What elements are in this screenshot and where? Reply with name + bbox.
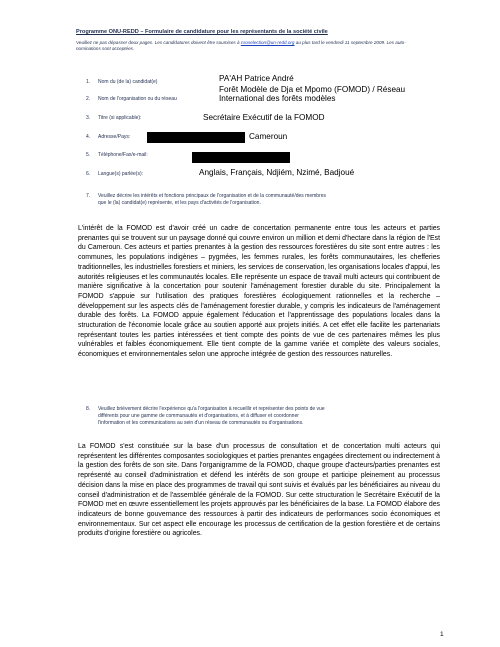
field-contact-label (86, 152, 148, 158)
field-title-label (86, 115, 141, 121)
question-line (86, 193, 326, 200)
question-7 (86, 193, 326, 207)
candidate-country: Cameroun (249, 132, 288, 141)
field-number: 2. (86, 96, 91, 102)
answer-paragraph-7: L'intérêt de la FOMOD est d'avoir créé un cadre de concertation permanente entre tous les acteurs et parties prenantes qui se trouvent sur un paysage donné qui couvre environ un million et demi d'hectare dans la région de l'Est du Cameroun. Ces acteurs et parties prenantes à la gestion des ressources forestières du site sont entre autres : les communes, les populations indigènes – pygmées, les femmes rurales, les forêts communautaires, les chefferies traditionnelles, les industrielles forestiers et miniers, les services de conservation, les organisations locales d'appui, les autorités religieuses et les communautés locales. Elle représente un espace de travail multi acteurs qui contribuent de manière significative à la concertation pour soutenir l'aménagement forestier durable du site. Principalement la FOMOD s'appuie sur l'utilisation des pratiques forestières écologiquement rationnelles et la recherche – développement sur les aspects clés de l'aménagement forestier durable, y compris les indicateurs de l'aménagement durable des forêts. La FOMOD appuie également l'éducation et l'apprentissage des populations locales dans la structuration de l'économie locale grâce au soutien apporté aux projets initiés. A cet effet elle facilite les partenariats représentant toutes les parties intéressées et tient compte des points de vue de ces partenaires mêmes les plus vulnérables et faibles économiquement. Elle tient compte de la gamme variée et complète des valeurs sociales, économiques et environnementales selon une approche intégrée de gestion des ressources naturelles. (78, 225, 440, 359)
field-number: 5. (86, 152, 91, 158)
candidate-languages: Anglais, Français, Ndjiém, Nzimé, Badjoué (199, 168, 355, 177)
note-text-start: Veuillez ne pas dépasser deux pages. Les candidatures doivent être soumises à (76, 40, 241, 45)
field-label: Téléphone/Fax/e-mail: (98, 152, 148, 158)
question-line: l'information et les communications au sein d'un réseau de communautés ou d'organisations. (98, 420, 304, 426)
field-number: 3. (86, 115, 91, 121)
question-8 (86, 406, 325, 427)
field-number: 4. (86, 134, 91, 140)
question-line: différents pour une gamme de communautés et d'organisations, et à diffuser et coordonner (98, 413, 299, 419)
question-line: que le (la) candidat(e) représente, et les pays d'activités de l'organisation. (98, 200, 261, 206)
question-number: 8. (86, 406, 91, 412)
question-text: Veuillez brièvement décrire l'expérience qu'a l'organisation à recueillir et représenter des points de vue (98, 406, 325, 412)
form-title: Programme ONU-REDD – Formulaire de candidature pour les représentants de la société civile (76, 29, 328, 35)
field-label: Adresse/Pays: (98, 134, 131, 140)
question-number: 7. (86, 193, 91, 199)
field-label: Nom de l'organisation ou du réseau (98, 96, 177, 102)
field-label: Titre (si applicable): (98, 115, 142, 121)
field-number: 1. (86, 79, 91, 85)
submission-note (76, 40, 426, 52)
field-org-label (86, 96, 177, 102)
question-text: Veuillez décrire les intérêts et fonctions principaux de l'organisation et de la communauté/des membres (98, 193, 327, 199)
organization-name-line1: Forêt Modèle de Dja et Mpomo (FOMOD) / Réseau (219, 85, 406, 94)
field-label: Langue(s) parlée(s): (98, 171, 144, 177)
field-label: Nom du (de la) candidat(e) (98, 79, 158, 85)
redacted-address (147, 132, 245, 143)
answer-paragraph-8: La FOMOD s'est constituée sur la base d'un processus de consultation et de concertation multi acteurs qui représentent les différentes composantes sociologiques et parties prenantes engagées directement ou indirectement à la gestion des forêts de son site. Dans l'organigramme de la FOMOD, chaque groupe d'acteurs/parties prenantes est représenté au conseil d'administration et défend les intérêts de son groupe et participe pleinement au processus décision dans la mise en place des programmes de travail qui sont suivis et évalués par les bénéficiaires au niveau du conseil d'administration et de l'assemblée générale de la FOMOD. Sur cette structuration le Secrétaire Exécutif de la FOMOD met en œuvre essentiellement les projets approuvés par les bénéficiaires de la base. La FOMOD élabore des indicateurs de bonne gouvernance des ressources à partir des indicateurs de performances socio économiques et environnementaux. Sur cet aspect elle encourage les processus de certification de la gestion forestière et de certains produits d'origine forestière ou agricoles. (78, 443, 440, 538)
redacted-contact (192, 152, 290, 163)
email-link[interactable]: csoselection@un-redd.org (240, 40, 295, 45)
field-name-label (86, 79, 157, 85)
field-number: 6. (86, 171, 91, 177)
candidate-title: Secrétaire Exécutif de la FOMOD (203, 113, 325, 122)
note-text-end: au plus tard le vendredi 11 septembre 2009. Les auto-nominations sont acceptées. (76, 40, 406, 51)
organization-name-line2: International des forêts modèles (219, 94, 336, 103)
field-languages-label (86, 171, 143, 177)
page-number: 1 (440, 631, 444, 638)
candidate-name: PA'AH Patrice André (219, 74, 294, 83)
field-address-label (86, 134, 130, 140)
question-line (86, 406, 325, 413)
